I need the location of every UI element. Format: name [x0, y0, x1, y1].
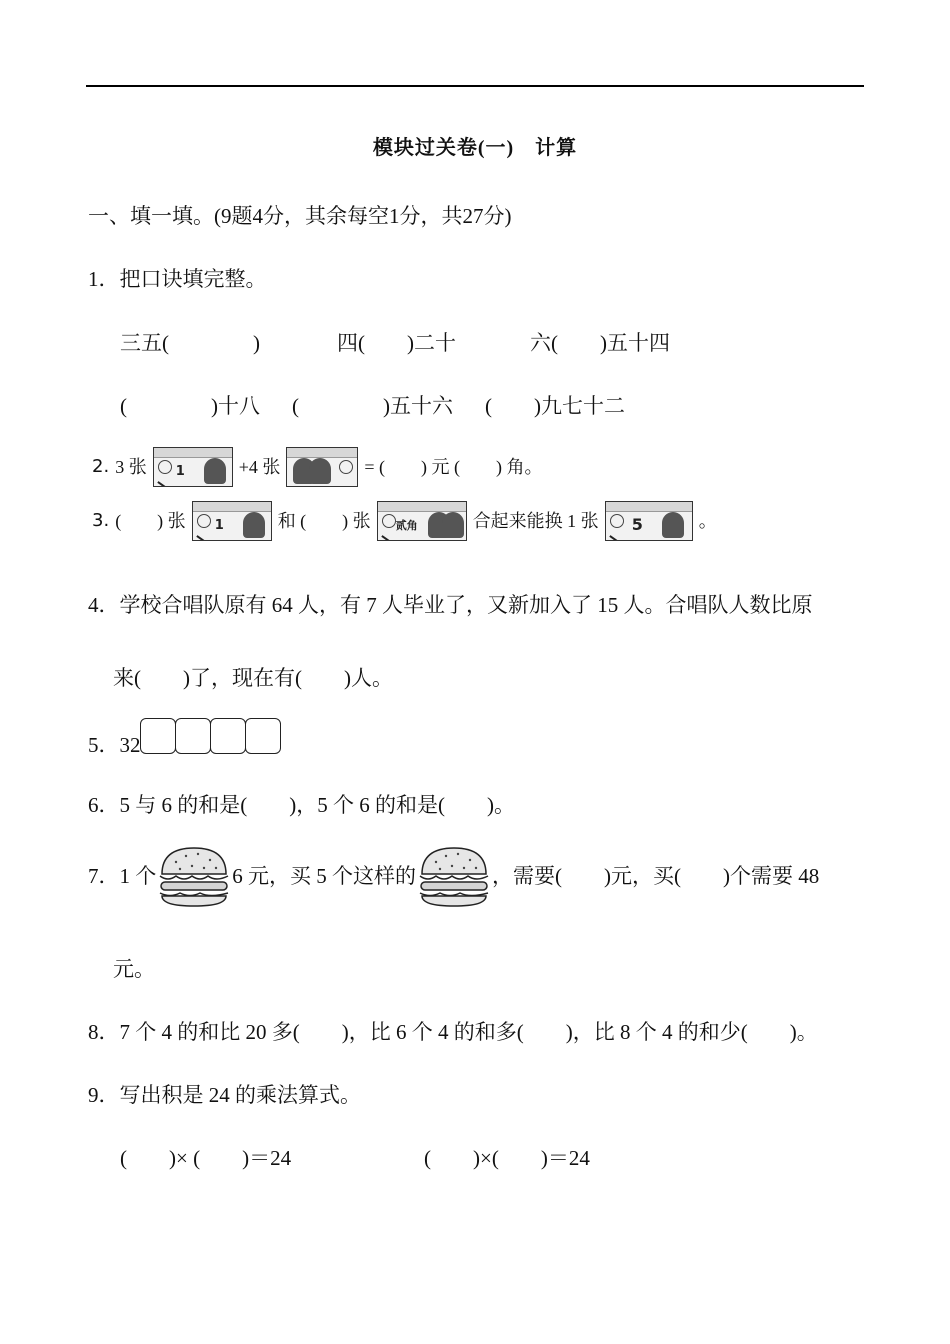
q2-text-a: 3 张 [115, 457, 147, 477]
q3-text-d: 。 [698, 511, 717, 531]
section-heading: 一、填一填。(9题4分，其余每空1分，共27分) [88, 204, 512, 228]
q7-line [88, 840, 819, 912]
hamburger-image [156, 844, 232, 908]
five-yuan-note-image [605, 501, 693, 541]
note-denomination: 1 [214, 518, 224, 533]
q1-item: ( )十八 [120, 394, 260, 418]
answer-box [140, 718, 176, 754]
one-yuan-note-image [192, 501, 272, 541]
answer-box [175, 718, 211, 754]
q1-item: ( )九七十二 [485, 394, 625, 418]
q3-number: 3. [92, 510, 110, 531]
q1-item: 四( )二十 [337, 331, 456, 355]
hamburger-image [416, 844, 492, 908]
q6-text: 6．5 与 6 的和是( )，5 个 6 的和是( )。 [88, 793, 515, 817]
one-yuan-note-image [153, 447, 233, 487]
q2-number: 2. [92, 456, 110, 477]
page-title: 模块过关卷(一) 计算 [372, 137, 578, 159]
q3-text-a: ( ) 张 [115, 511, 186, 531]
answer-box [245, 718, 281, 754]
q2-text-c: = ( ) 元 ( ) 角。 [364, 457, 543, 477]
q5-line [88, 714, 281, 758]
q9-equation: ( )× ( )＝24 [120, 1146, 292, 1170]
q3-text-b: 和 ( ) 张 [277, 511, 371, 531]
q5-text: 5．32 [88, 733, 141, 757]
answer-box [210, 718, 246, 754]
q7-text-b: 6 元，买 5 个这样的 [232, 864, 416, 888]
q1-item: 三五( ) [120, 331, 260, 355]
note-denomination: 贰角 [395, 519, 418, 532]
q1-item: 六( )五十四 [530, 331, 670, 355]
two-jiao-note-image [286, 447, 358, 487]
q9-stem: 9．写出积是 24 的乘法算式。 [88, 1083, 361, 1107]
two-jiao-note-image [377, 501, 467, 541]
note-denomination: 5 [631, 515, 643, 534]
q7-line2: 元。 [113, 957, 155, 981]
note-denomination: 1 [175, 464, 185, 479]
q7-text-a: 7．1 个 [88, 864, 157, 888]
q2-line [92, 445, 542, 489]
q2-text-b: +4 张 [238, 457, 281, 477]
top-rule [86, 85, 864, 87]
q8-text: 8．7 个 4 的和比 20 多( )，比 6 个 4 的和多( )，比 8 个 4 的和少( )。 [88, 1020, 818, 1044]
q1-item: ( )五十六 [292, 394, 453, 418]
q9-equation: ( )×( )＝24 [424, 1146, 590, 1170]
q3-line [92, 498, 717, 544]
q3-text-c: 合起来能换 1 张 [472, 511, 599, 531]
q1-stem: 1．把口诀填完整。 [88, 267, 267, 291]
q7-text-c: ，需要( )元，买( )个需要 48 [492, 864, 820, 888]
q4-line2: 来( )了，现在有( )人。 [113, 666, 393, 690]
q4-line1: 4．学校合唱队原有 64 人，有 7 人毕业了，又新加入了 15 人。合唱队人数比原 [88, 593, 813, 617]
